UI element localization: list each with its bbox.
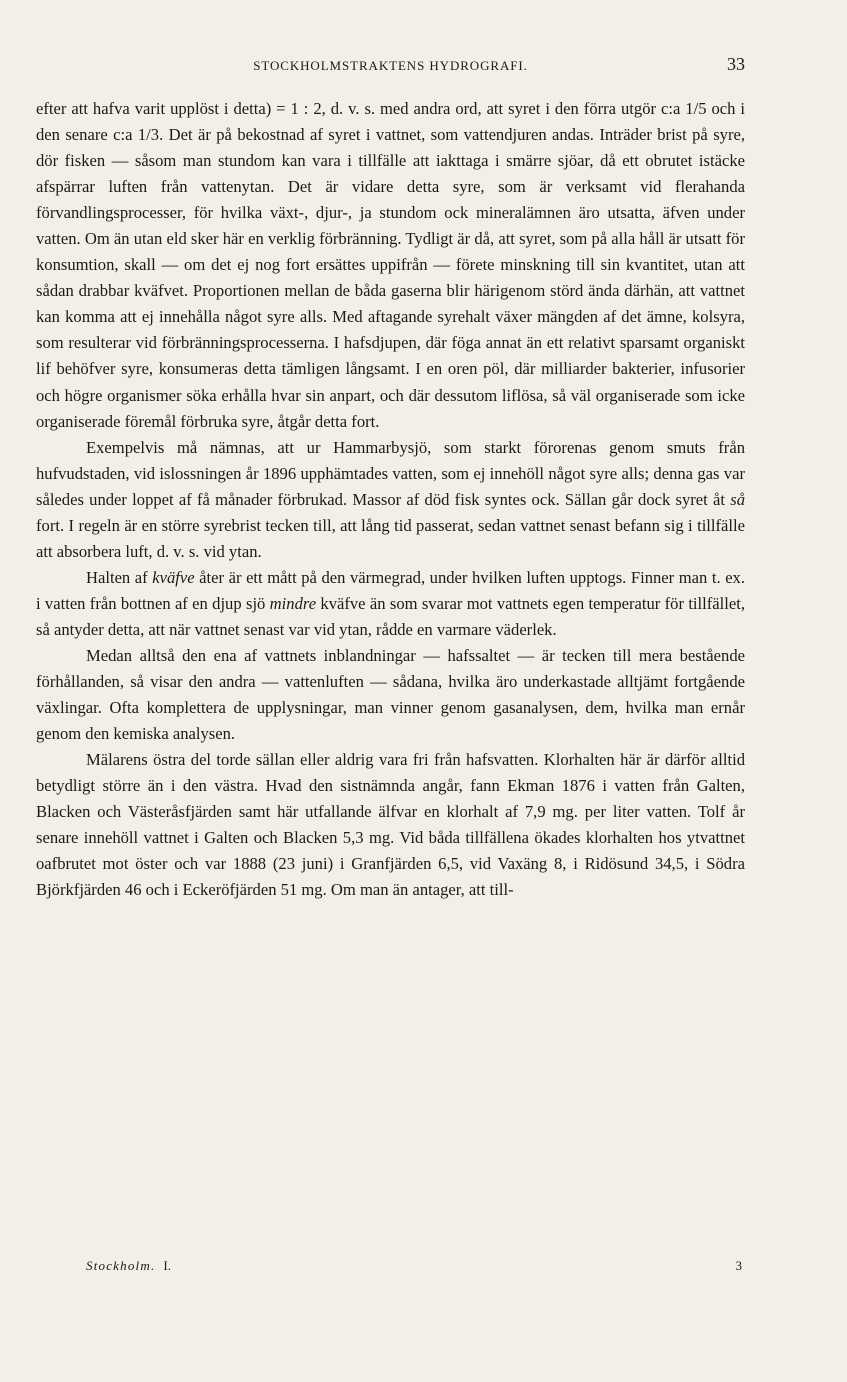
paragraph-3 (36, 565, 745, 643)
page-footer (86, 1258, 742, 1274)
paragraph-5: Mälarens östra del torde sällan eller aldrig vara fri från hafsvatten. Klorhalten här är därför alltid betydligt större än i den västra. Hvad den sistnämnda angår, fann Ekman 1876 i vatten från Galten, Blacken och Västeråsfjärden samt här utfallande älfvar en klorhalt af 7,9 mg. per liter vatten. Tolf år senare innehöll vattnet i Galten och Blacken 5,3 mg. Vid båda tillfällena ökades klorhalten hos ytvattnet oafbrutet mot öster och var 1888 (23 juni) i Granfjärden 6,5, vid Vaxäng 8, i Ridösund 34,5, i Södra Björkfjärden 46 och i Eckeröfjärden 51 mg. Om man än antager, att till- (36, 750, 745, 900)
running-title: STOCKHOLMSTRAKTENS HYDROGRAFI. (253, 58, 528, 73)
paragraph-3-part-a: Halten af (86, 567, 153, 587)
fraction-one-fifth: 1/5 (685, 99, 707, 118)
paragraph-1-part-a: efter att hafva varit upplöst i detta) = 1 : 2, d. v. s. med andra ord, att syret i den förra utgör c:a (36, 99, 686, 118)
printer-signature-volume: I. (163, 1258, 171, 1273)
page-header (36, 54, 745, 82)
body-text (36, 96, 745, 903)
paragraph-2-part-a: Exempelvis må nämnas, att ur Hammarbysjö, som starkt förorenas genom smuts från hufvudstaden, vid islossningen år 1896 upphämtades vatten, som ej innehöll något syre alls; denna gas var således under loppet af få månader förbrukad. Massor af död fisk syntes ock. Sällan går dock syret åt (36, 437, 745, 509)
paragraph-3-part-c: kväfve än som svarar mot vattnets egen temperatur för tillfället, så antyder detta, att när vattnet senast var vid ytan, rådde en varmare väderlek. (36, 593, 745, 639)
fraction-one-third: 1/3 (137, 125, 160, 145)
emphasis-mindre: mindre (269, 593, 317, 613)
page-number: 33 (727, 54, 745, 74)
paragraph-1-part-c: . Det är på bekostnad af syret i vattnet, som vattendjuren andas. Inträder brist på syre, dör fisken — såsom man stundom kan vara i tillfälle att iakttaga i smärre sjöar, då ett obrutet istäcke afspärrar luften från vattenytan. Det är vidare detta syre, som är verksamt vid flerahanda förvandlingsprocesser, för hvilka växt-, djur-, ja stundom ock mineralämnen äro utsatta, äfven under vatten. Om än utan eld sker här en verklig förbränning. Tydligt är då, att syret, som på alla håll är utsatt för konsumtion, skall — om det ej nog fort ersättes uppifrån — förete minskning till sin kvantitet, utan att sådan drabbar kväfvet. Proportionen mellan de båda gaserna blir härigenom störd ända därhän, att vattnet kan komma att ej innehålla något syre alls. Med aftagande syrehalt växer mängden af det ämne, kolsyra, som resulterar vid förbränningsprocesserna. I hafsdjupen, där föga annat än ett relativt sparsamt organiskt lif behöfver syre, konsumeras detta tämligen långsamt. I en oren pöl, där milliarder bakterier, infusorier och högre organismer söka erhålla hvar sin anpart, och där dessutom liflösa, så väl organiserade som icke organiserade föremål förbruka syre, åtgår detta fort. (36, 125, 745, 431)
paragraph-1-part-b: och i den senare c:a (36, 99, 745, 145)
paragraph-3-part-b: åter är ett mått på den värmegrad, under hvilken luften upptogs. Finner man t. ex. i vatten från bottnen af en djup sjö (36, 567, 746, 613)
printer-signature: Stockholm. (86, 1258, 156, 1273)
paragraph-2-part-b: fort. I regeln är en större syrebrist tecken till, att lång tid passerat, sedan vattnet senast befann sig i tillfälle att absorbera luft, d. v. s. vid ytan. (36, 515, 745, 561)
paragraph-4: Medan alltså den ena af vattnets inblandningar — hafssaltet — är tecken till mera bestående förhållanden, så visar den andra — vattenluften — sådana, hvilka äro underkastade alltjämt fortgående växlingar. Ofta komplettera de upplysningar, man vinner genom gasanalysen, dem, hvilka man ernår genom den kemiska analysen. (36, 645, 745, 744)
paragraph-1 (36, 96, 745, 435)
emphasis-kvafve: kväfve (152, 567, 195, 587)
signature-number: 3 (735, 1258, 742, 1273)
paragraph-2 (36, 435, 745, 565)
emphasis-sa: så (730, 489, 745, 509)
